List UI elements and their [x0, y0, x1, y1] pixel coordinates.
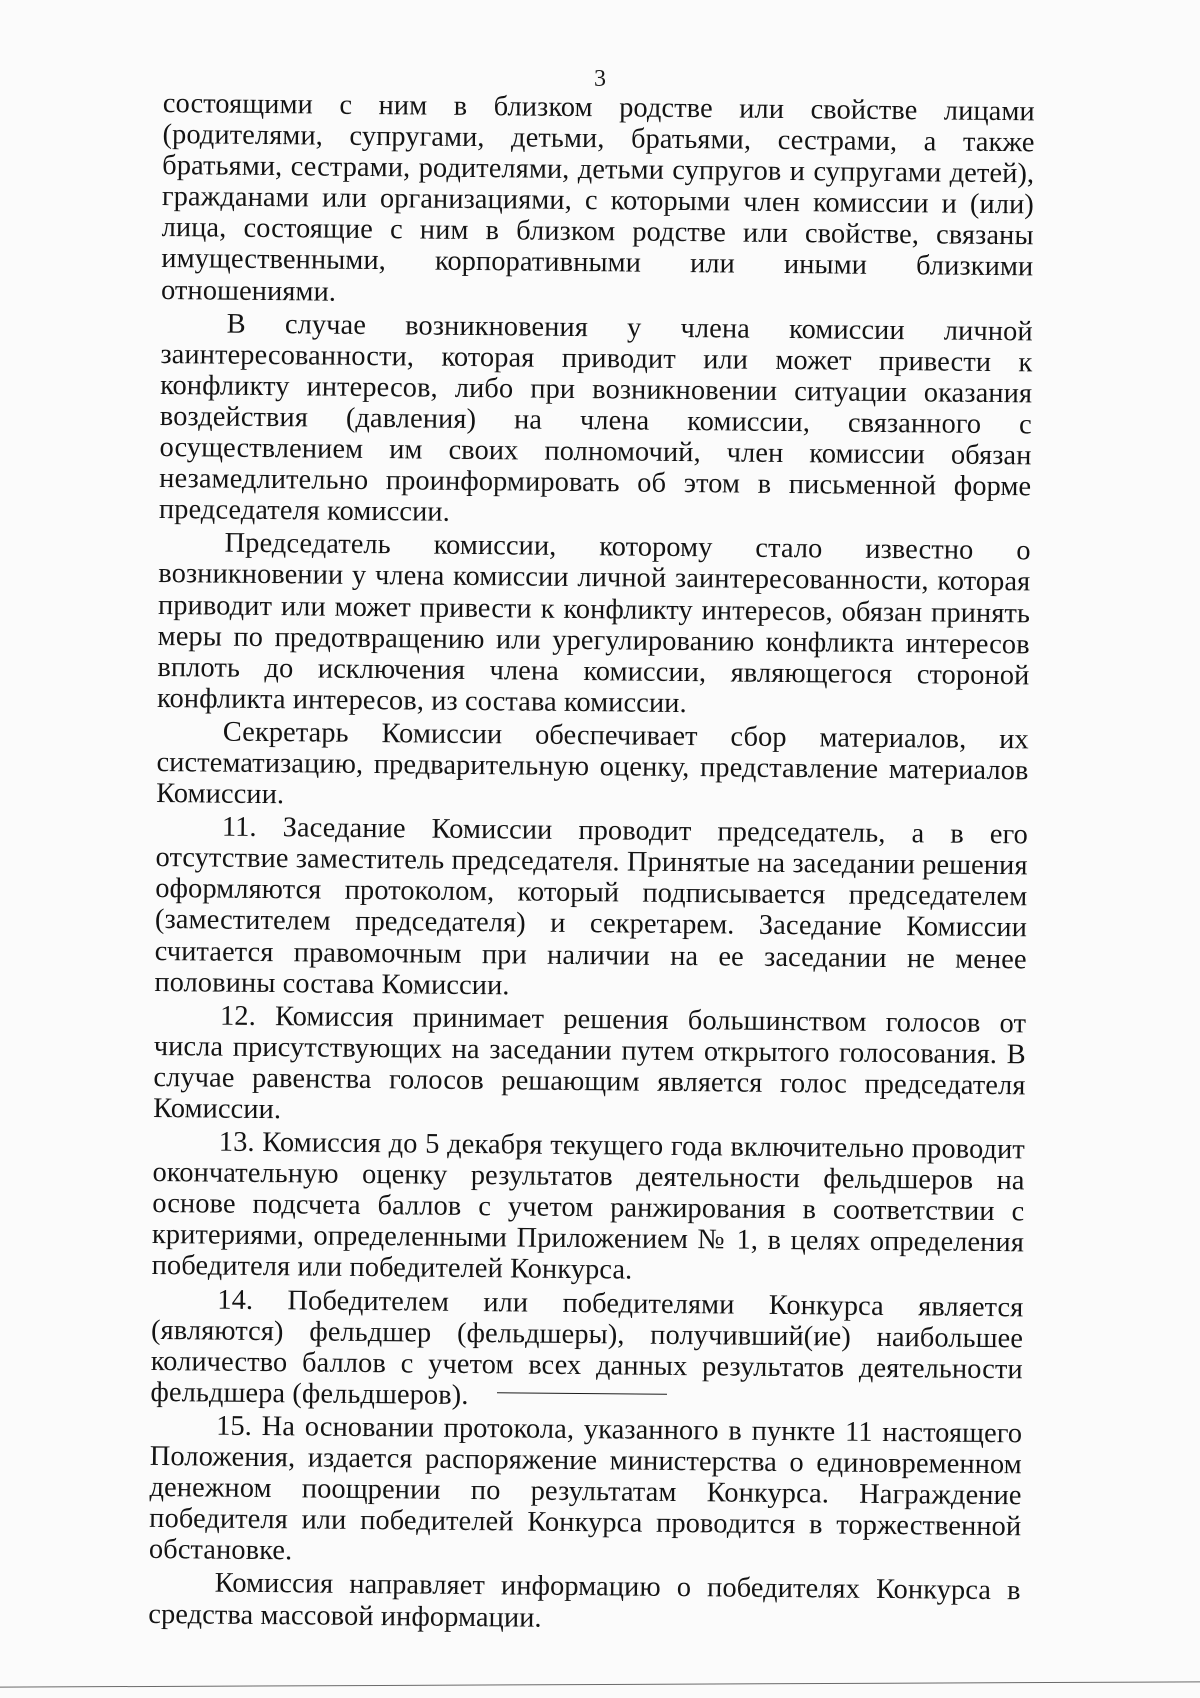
- paragraph-item-13: 13. Комиссия до 5 декабря текущего года включительно проводит окончательную оценку результатов деятельности фельдшеров на основе подсчета баллов с учетом ранжирования в соответствии с критериями, определенными Приложением № 1, в целях определения победителя или победителей Конкурса.: [151, 1126, 1025, 1287]
- paragraph-chairman-duty: Председатель комиссии, которому стало известно о возникновении у члена комиссии личной заинтересованности, которая приводит или может привести к конфликту интересов, обязан принять меры по предотвращению или урегулированию конфликта интересов вплоть до исключения члена комиссии, являющегося стороной конфликта интересов, из состава комиссии.: [156, 527, 1031, 719]
- paragraph-continuation: состоящими с ним в близком родстве или свойстве лицами (родителями, супругами, детьми, братьями, сестрами, а также братьями, сестрами, родителями, детьми супругов и супругами детей), гражданами или организациями, с которыми член комиссии и (или) лица, состоящие с ним в близком родстве или свойстве, связаны имущественными, корпоративными или иными близкими отношениями.: [160, 88, 1035, 308]
- document-body: [148, 88, 1035, 1638]
- paragraph-media: Комиссия направляет информацию о победителях Конкурса в средства массовой информации.: [148, 1567, 1021, 1634]
- paragraph-item-15: 15. На основании протокола, указанного в пункте 11 настоящего Положения, издается распоряжение министерства о единовременном денежном поощрении по результатам Конкурса. Награждение победителя или победителей Конкурса проводится в торжественной обстановке.: [148, 1410, 1023, 1567]
- paragraph-item-14: 14. Победителем или победителями Конкурса является (являются) фельдшер (фельдшеры), получивший(ие) наибольшее количество баллов с учетом всех данных результатов деятельности фельдшера (фельдшеров).: [150, 1284, 1024, 1411]
- paragraph-item-11: 11. Заседание Комиссии проводит председатель, а в его отсутствие заместитель председателя. Принятые на заседании решения оформляются протоколом, который подписывается председателем (заместителем председателя) и секретарем. Заседание Комиссии считается правомочным при наличии на ее заседании не менее половины состава Комиссии.: [154, 811, 1029, 1001]
- scan-edge-line: [0, 1681, 1200, 1687]
- paragraph-conflict-of-interest: В случае возникновения у члена комиссии личной заинтересованности, которая приводит или может привести к конфликту интересов, либо при возникновении ситуации оказания воздействия (давления) на члена комиссии, связанного с осуществлением им своих полномочий, член комиссии обязан незамедлительно проинформировать об этом в письменной форме председателя комиссии.: [158, 308, 1033, 528]
- page-number: 3: [594, 66, 606, 92]
- paragraph-secretary: Секретарь Комиссии обеспечивает сбор материалов, их систематизацию, предварительную оценку, представление материалов Комиссии.: [156, 716, 1029, 811]
- paragraph-item-12: 12. Комиссия принимает решения большинством голосов от числа присутствующих на заседании путем открытого голосования. В случае равенства голосов решающим является голос председателя Комиссии.: [153, 1000, 1027, 1126]
